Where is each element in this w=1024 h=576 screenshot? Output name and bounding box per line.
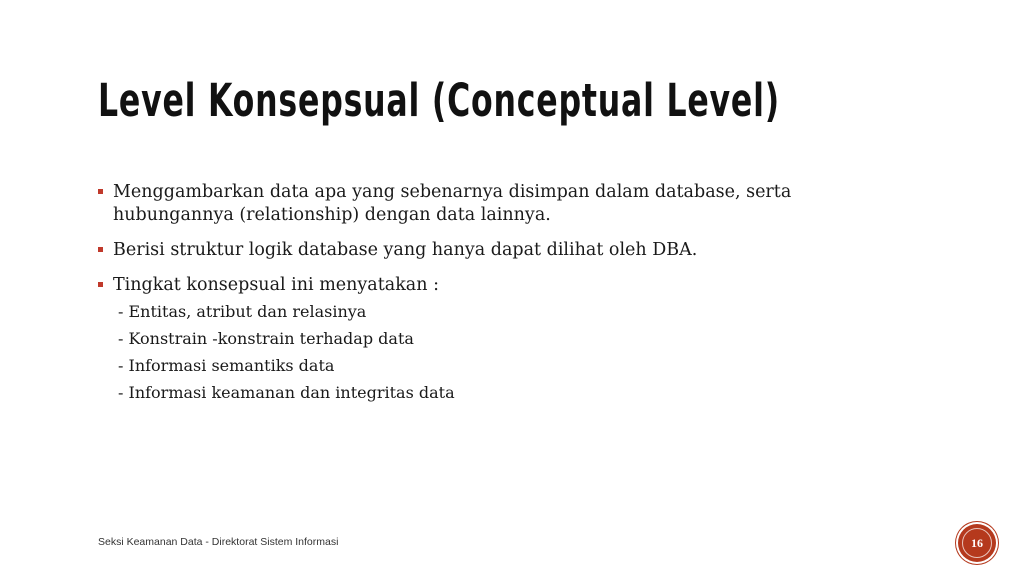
- slide-title: Level Konsepsual (Conceptual Level): [98, 74, 780, 127]
- page-number-badge: [958, 524, 996, 562]
- slide-footer: Seksi Keamanan Data - Direktorat Sistem Informasi: [98, 536, 339, 548]
- slide-content: [98, 181, 898, 406]
- bullet-item: [98, 181, 898, 227]
- bullet-item: [98, 274, 898, 297]
- page-number: 16: [962, 528, 992, 558]
- square-bullet-icon: [98, 189, 103, 194]
- sub-list-item: - Informasi semantiks data: [118, 356, 335, 375]
- bullet-text: Tingkat konsepsual ini menyatakan :: [113, 275, 439, 295]
- bullet-item: [98, 239, 898, 262]
- bullet-text: Menggambarkan data apa yang sebenarnya disimpan dalam database, serta hubungannya (relationship) dengan data lainnya.: [113, 182, 792, 225]
- sub-list: [98, 298, 898, 406]
- square-bullet-icon: [98, 247, 103, 252]
- sub-list-item: - Entitas, atribut dan relasinya: [118, 302, 367, 321]
- bullet-text: Berisi struktur logik database yang hanya dapat dilihat oleh DBA.: [113, 240, 698, 260]
- sub-list-item: - Konstrain -konstrain terhadap data: [118, 329, 414, 348]
- square-bullet-icon: [98, 282, 103, 287]
- sub-list-item: - Informasi keamanan dan integritas data: [118, 383, 455, 402]
